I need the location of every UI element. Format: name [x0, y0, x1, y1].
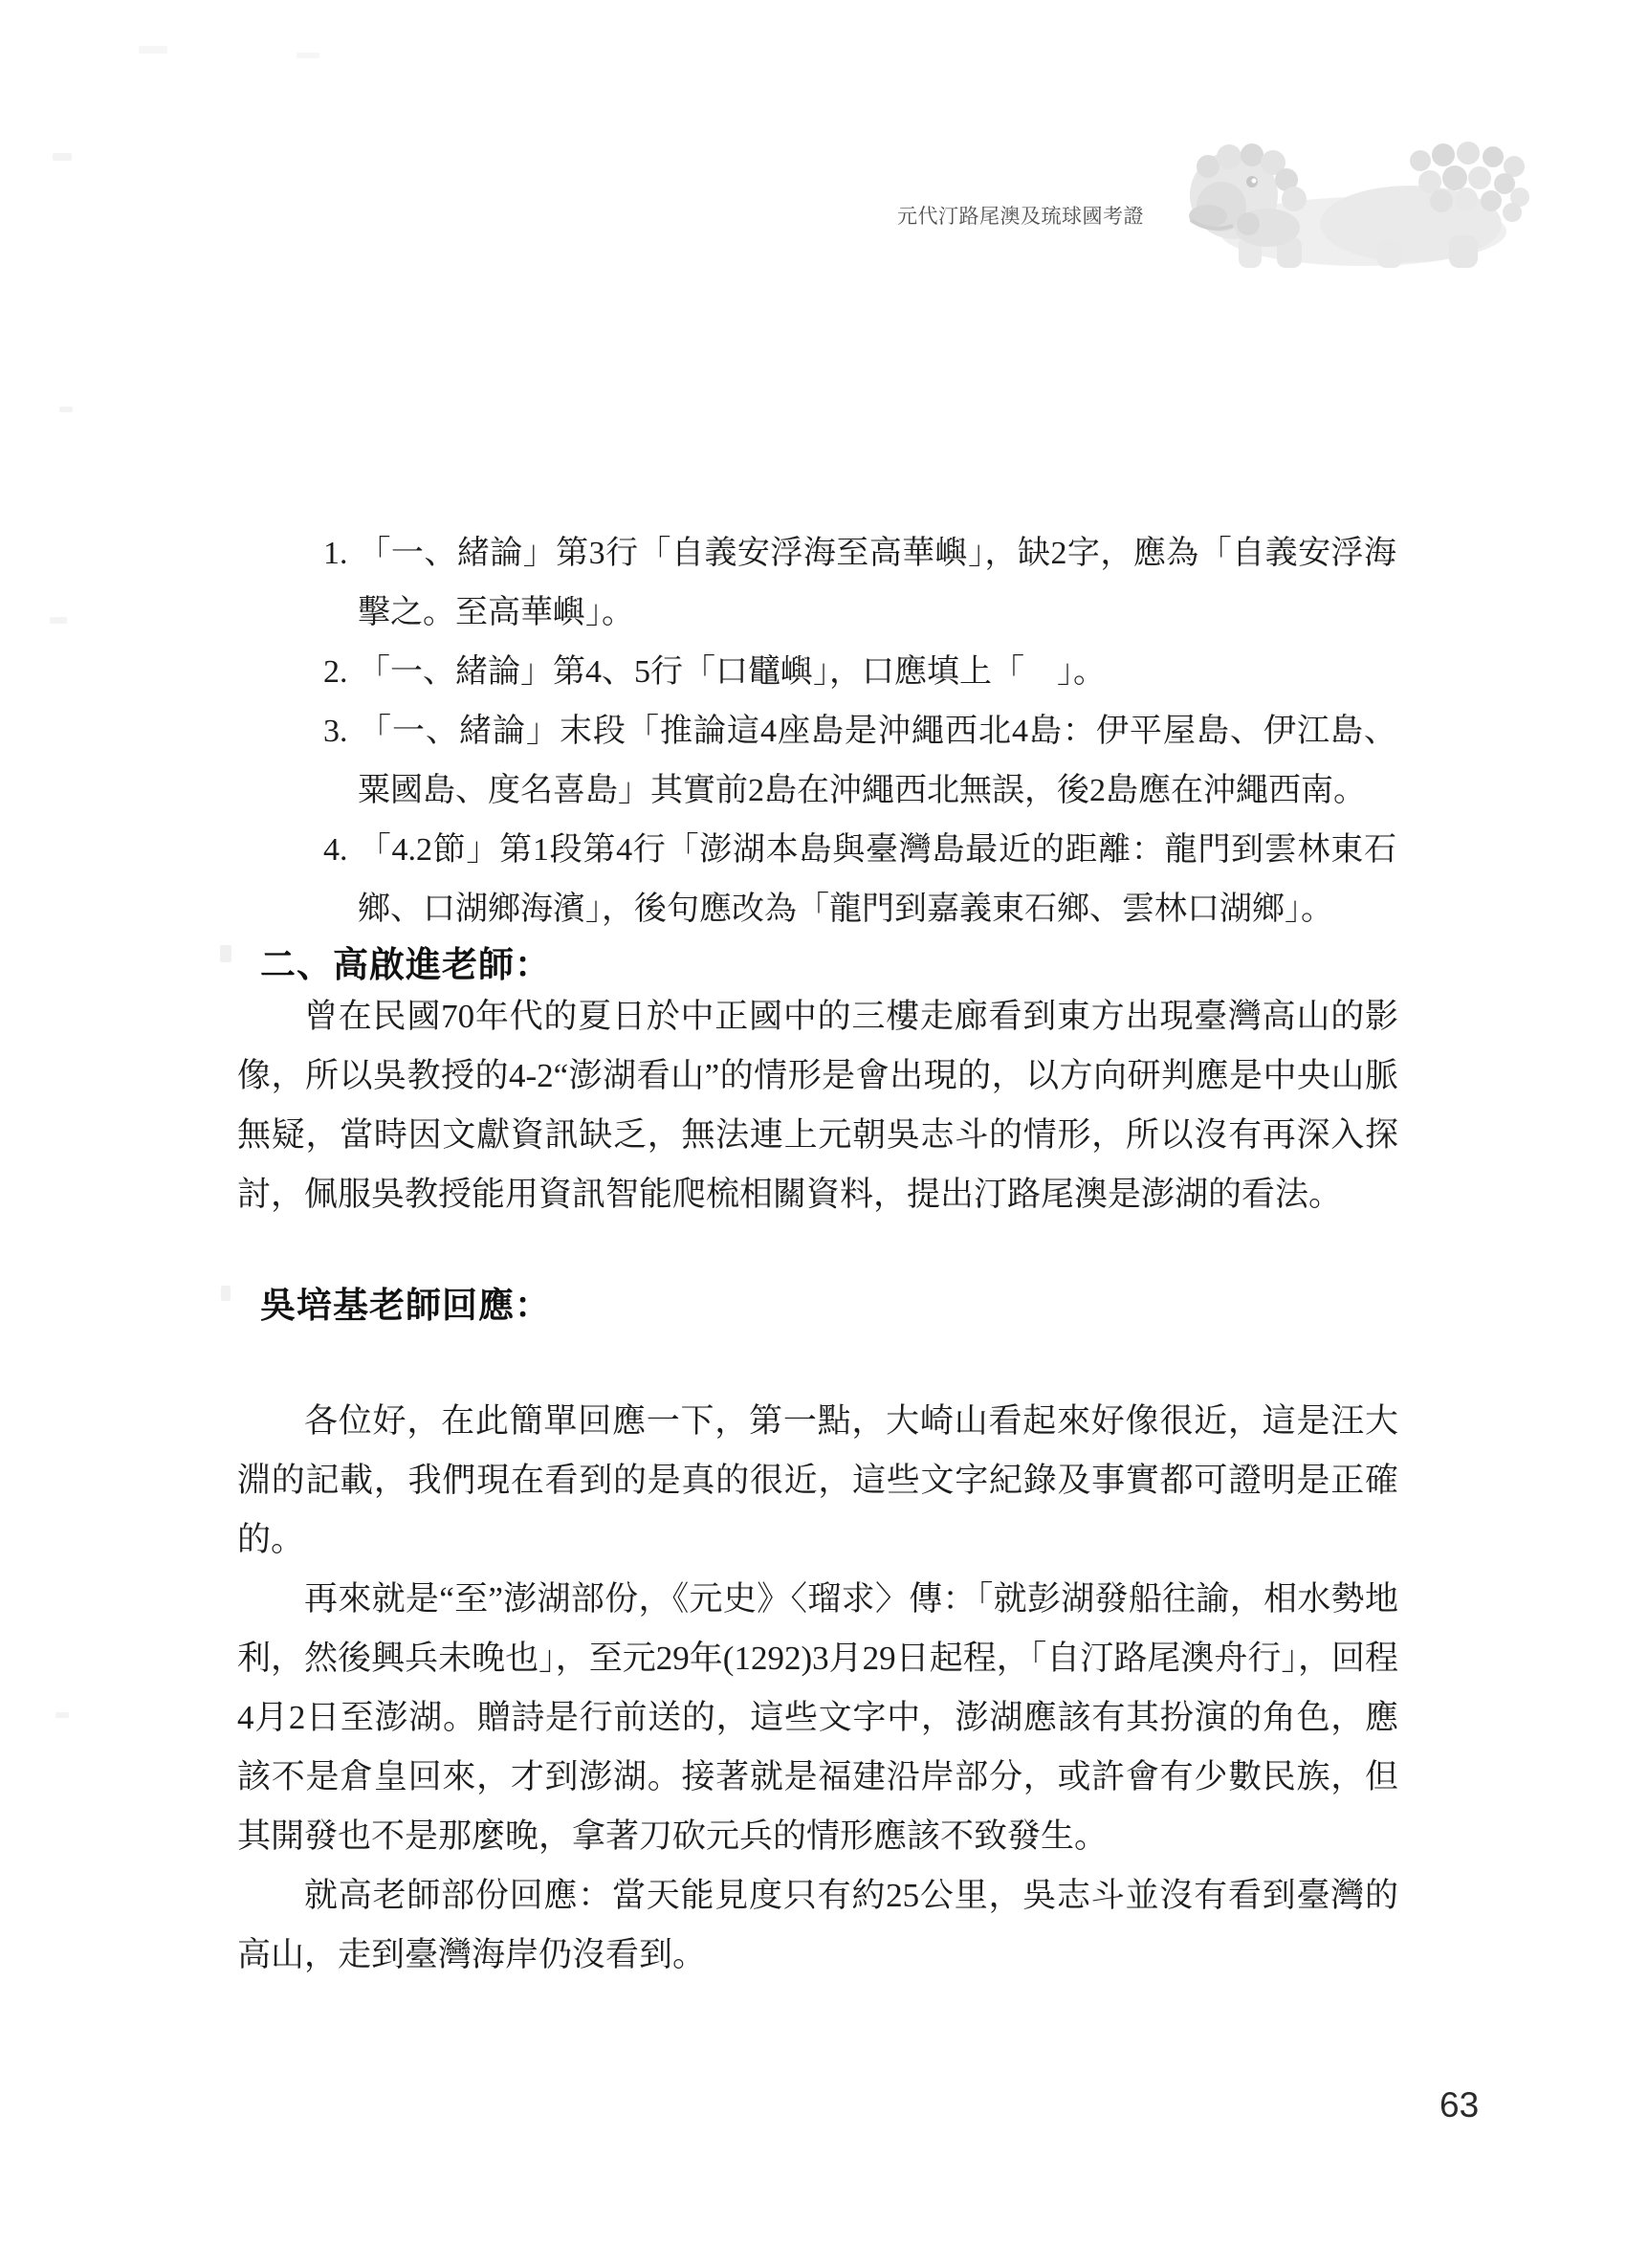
list-item-text: 「一、緒論」第3行「自義安浮海至高華嶼」，缺2字，應為「自義安浮海擊之。至高華嶼」。	[358, 536, 1396, 630]
corrections-list	[323, 524, 1396, 939]
scan-artifact	[53, 153, 72, 161]
list-item	[323, 524, 1396, 643]
paragraph: 各位好，在此簡單回應一下，第一點，大崎山看起來好像很近，這是汪大淵的記載，我們現在看到的是真的很近，這些文字紀錄及事實都可證明是正確的。	[237, 1402, 1398, 1558]
stone-lion-graphic	[1133, 140, 1530, 272]
page-number: 63	[1439, 2085, 1480, 2125]
scan-artifact	[55, 1712, 69, 1718]
stone-lion-image	[1133, 140, 1530, 272]
scan-artifact	[50, 617, 67, 624]
paragraph: 就高老師部份回應：當天能見度只有約25公里，吳志斗並沒有看到臺灣的高山，走到臺灣海岸仍沒看到。	[237, 1877, 1398, 1973]
list-item-number: 1.	[323, 536, 348, 571]
scan-artifact	[139, 46, 167, 54]
list-item-text: 「4.2節」第1段第4行「澎湖本島與臺灣島最近的距離：龍門到雲林東石鄉、口湖鄉海濱」，後句應改為「龍門到嘉義東石鄉、雲林口湖鄉」。	[358, 832, 1396, 927]
list-item-number: 4.	[323, 832, 348, 868]
scan-artifact	[220, 945, 231, 962]
list-item	[323, 643, 1396, 702]
running-header-title: 元代汀路尾澳及琉球國考證	[897, 206, 1144, 228]
paragraph: 曾在民國70年代的夏日於中正國中的三樓走廊看到東方出現臺灣高山的影像，所以吳教授的4-2“澎湖看山”的情形是會出現的，以方向研判應是中央山脈無疑，當時因文獻資訊缺乏，無法連上元朝吳志斗的情形，所以沒有再深入探討，佩服吳教授能用資訊智能爬梳相關資料，提出汀路尾澳是澎湖的看法。	[237, 998, 1398, 1213]
list-item-number: 3.	[323, 714, 348, 749]
list-item	[323, 821, 1396, 939]
list-item-text: 「一、緒論」第4、5行「口鼊嶼」，口應填上「 」。	[358, 654, 1106, 690]
paragraph: 再來就是“至”澎湖部份，《元史》〈瑠求〉傳：「就彭湖發船往諭，相水勢地利，然後興兵未晚也」，至元29年(1292)3月29日起程，「自汀路尾澳舟行」，回程4月2日至澎湖。贈詩是行前送的，這些文字中，澎湖應該有其扮演的角色，應該不是倉皇回來，才到澎湖。接著就是福建沿岸部分，或許會有少數民族，但其開發也不是那麼晚，拿著刀砍元兵的情形應該不致發生。	[237, 1580, 1398, 1855]
section-heading-wu: 吳培基老師回應：	[260, 1286, 551, 1325]
list-item-number: 2.	[323, 654, 348, 690]
list-item	[323, 702, 1396, 821]
section-wu-body	[237, 1392, 1398, 1985]
scan-artifact	[297, 53, 319, 58]
section-gao-body	[237, 987, 1398, 1224]
scan-artifact	[221, 1286, 231, 1301]
list-item-text: 「一、緒論」末段「推論這4座島是沖繩西北4島：伊平屋島、伊江島、粟國島、度名喜島」其實前2島在沖繩西北無誤，後2島應在沖繩西南。	[358, 714, 1396, 808]
scan-artifact	[59, 407, 73, 412]
section-heading-gao: 二、高啟進老師：	[260, 945, 551, 984]
